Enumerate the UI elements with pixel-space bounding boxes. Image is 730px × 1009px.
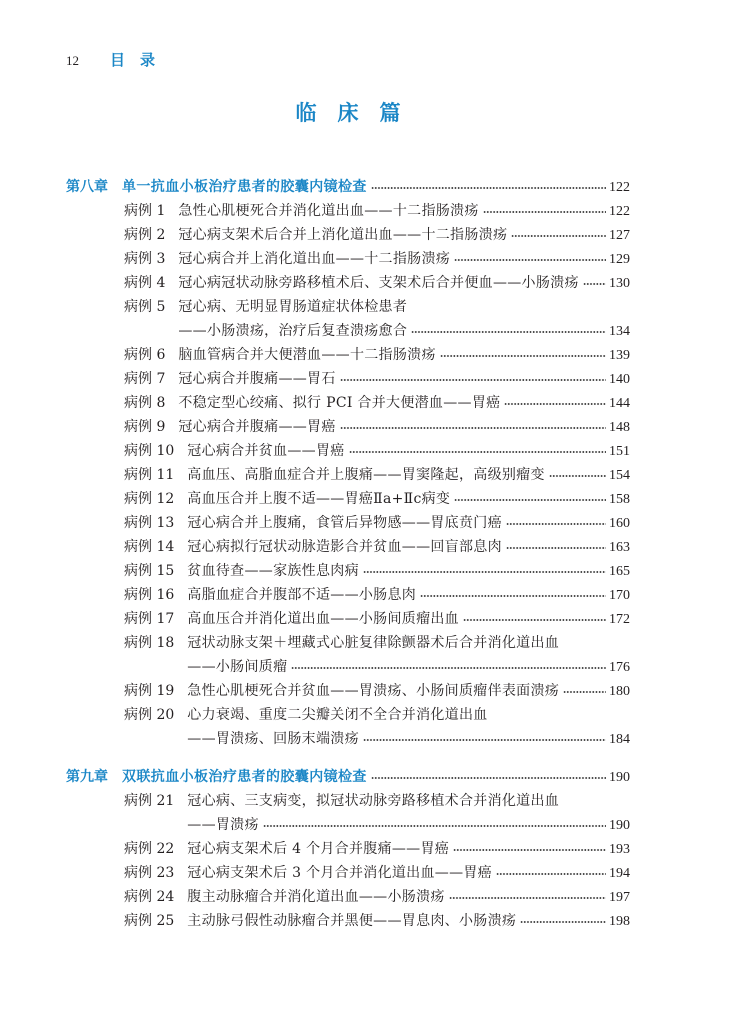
case-entry — [66, 583, 630, 607]
dot-leader — [420, 595, 606, 597]
case-entry — [66, 511, 630, 535]
case-title-lines — [187, 679, 630, 703]
case-entry — [66, 439, 630, 463]
dot-leader — [463, 619, 606, 621]
dot-leader — [504, 403, 606, 405]
case-title-lines — [187, 789, 630, 837]
case-title-text: 高脂血症合并腹部不适——小肠息肉 — [187, 587, 417, 603]
case-title-line — [178, 247, 630, 271]
case-title-text: 冠心病支架术后 3 个月合并消化道出血——胃癌 — [187, 865, 492, 881]
page-number: 122 — [609, 204, 630, 219]
case-title-lines — [187, 559, 630, 583]
page-number: 148 — [609, 420, 630, 435]
case-title-line — [178, 223, 630, 247]
page-number: 165 — [609, 564, 630, 579]
case-number: 病例 22 — [124, 841, 175, 857]
dot-leader — [483, 211, 606, 213]
case-entry — [66, 789, 630, 837]
running-header — [66, 50, 155, 70]
dot-leader — [449, 897, 606, 899]
case-number: 病例 9 — [124, 419, 166, 435]
chapter-entry — [66, 175, 630, 199]
case-number: 病例 12 — [124, 491, 175, 507]
case-number: 病例 21 — [124, 793, 175, 809]
case-number: 病例 6 — [124, 347, 166, 363]
dot-leader — [371, 777, 606, 779]
case-title-lines — [187, 463, 630, 487]
page-number: 160 — [609, 516, 630, 531]
case-title-lines — [178, 367, 630, 391]
case-title-text: ——胃溃疡 — [187, 817, 259, 833]
part-title: 临 床 篇 — [295, 101, 401, 125]
case-title-line — [178, 295, 630, 319]
case-title-lines — [178, 415, 630, 439]
case-entry — [66, 295, 630, 343]
case-title-text: 高血压合并上腹不适——胃癌Ⅱa+Ⅱc病变 — [187, 491, 451, 507]
case-title-text: 冠心病支架术后合并上消化道出血——十二指肠溃疡 — [178, 227, 508, 243]
case-number: 病例 2 — [124, 227, 166, 243]
page-number: 197 — [609, 890, 630, 905]
case-entry — [66, 343, 630, 367]
case-entry — [66, 607, 630, 631]
case-number: 病例 24 — [124, 889, 175, 905]
case-title-lines — [187, 837, 630, 861]
case-title-text: 冠心病支架术后 4 个月合并腹痛——胃癌 — [187, 841, 450, 857]
chapter-number: 第八章 — [66, 179, 108, 195]
case-number: 病例 15 — [124, 563, 175, 579]
case-entry — [66, 861, 630, 885]
dot-leader — [363, 571, 606, 573]
dot-leader — [440, 355, 606, 357]
case-entry — [66, 679, 630, 703]
case-title-line — [178, 391, 630, 415]
page-number: 130 — [609, 276, 630, 291]
page-number: 180 — [609, 684, 630, 699]
case-number: 病例 11 — [124, 467, 175, 483]
dot-leader — [454, 499, 606, 501]
dot-leader — [349, 451, 606, 453]
case-title-lines — [178, 247, 630, 271]
dot-leader — [340, 427, 606, 429]
case-entry — [66, 559, 630, 583]
case-title-text: 冠心病合并上消化道出血——十二指肠溃疡 — [178, 251, 451, 267]
case-title-line — [187, 909, 630, 933]
case-title-text: 高血压合并消化道出血——小肠间质瘤出血 — [187, 611, 459, 627]
chapter-section — [66, 175, 630, 751]
case-number: 病例 16 — [124, 587, 175, 603]
case-entry — [66, 367, 630, 391]
dot-leader — [506, 547, 606, 549]
case-title-text: 冠心病合并腹痛——胃石 — [178, 371, 336, 387]
case-title-line — [178, 343, 630, 367]
case-title-lines — [178, 391, 630, 415]
case-title-line — [178, 319, 630, 343]
case-title-line — [187, 861, 630, 885]
chapter-number: 第九章 — [66, 769, 108, 785]
chapter-title: 单一抗血小板治疗患者的胶囊内镜检查 — [122, 179, 367, 195]
case-title-line — [178, 415, 630, 439]
case-number: 病例 17 — [124, 611, 175, 627]
case-title-line — [187, 885, 630, 909]
case-title-line — [187, 463, 630, 487]
case-title-line — [187, 511, 630, 535]
case-number: 病例 4 — [124, 275, 166, 291]
case-number: 病例 25 — [124, 913, 175, 929]
page-number: 151 — [609, 444, 630, 459]
case-title-text: 冠心病冠状动脉旁路移植术后、支架术后合并便血——小肠溃疡 — [178, 275, 579, 291]
case-title-text: 贫血待查——家族性息肉病 — [187, 563, 359, 579]
page-number: 140 — [609, 372, 630, 387]
case-title-line — [187, 837, 630, 861]
case-title-line — [187, 631, 630, 655]
case-title-lines — [178, 295, 630, 343]
case-title-line — [187, 813, 630, 837]
case-title-lines — [178, 199, 630, 223]
case-number: 病例 20 — [124, 707, 175, 723]
case-title-lines — [178, 343, 630, 367]
chapter-entry — [66, 765, 630, 789]
case-number: 病例 10 — [124, 443, 175, 459]
case-entry — [66, 703, 630, 751]
case-title-text: 冠心病合并贫血——胃癌 — [187, 443, 345, 459]
case-entry — [66, 631, 630, 679]
page-number: 176 — [609, 660, 630, 675]
page-number: 172 — [609, 612, 630, 627]
case-title-line — [178, 271, 630, 295]
dot-leader — [263, 825, 606, 827]
case-title-text: ——小肠溃疡，治疗后复查溃疡愈合 — [178, 323, 408, 339]
case-title-text: ——胃溃疡、回肠末端溃疡 — [187, 731, 359, 747]
page-number: 158 — [609, 492, 630, 507]
case-entry — [66, 885, 630, 909]
case-entry — [66, 463, 630, 487]
case-title-text: 不稳定型心绞痛、拟行 PCI 合并大便潜血——胃癌 — [178, 395, 501, 411]
case-title-line — [187, 789, 630, 813]
case-entry — [66, 391, 630, 415]
case-number: 病例 3 — [124, 251, 166, 267]
case-title-lines — [187, 861, 630, 885]
page-number: 193 — [609, 842, 630, 857]
dot-leader — [453, 849, 606, 851]
case-entry — [66, 837, 630, 861]
case-title-lines — [187, 607, 630, 631]
case-number: 病例 18 — [124, 635, 175, 651]
dot-leader — [549, 475, 606, 477]
case-number: 病例 8 — [124, 395, 166, 411]
chapter-title: 双联抗血小板治疗患者的胶囊内镜检查 — [122, 769, 367, 785]
page-number: 134 — [609, 324, 630, 339]
case-title-lines — [178, 271, 630, 295]
case-title-lines — [187, 631, 630, 679]
case-number: 病例 14 — [124, 539, 175, 555]
case-title-line — [178, 199, 630, 223]
case-title-text: 急性心肌梗死合并消化道出血——十二指肠溃疡 — [178, 203, 479, 219]
page-number: 127 — [609, 228, 630, 243]
case-number: 病例 23 — [124, 865, 175, 881]
case-title-text: 心力衰竭、重度二尖瓣关闭不全合并消化道出血 — [187, 707, 488, 723]
case-title-lines — [187, 583, 630, 607]
case-title-text: 冠心病、无明显胃肠道症状体检患者 — [178, 299, 408, 315]
case-title-line — [187, 535, 630, 559]
case-number: 病例 19 — [124, 683, 175, 699]
case-number: 病例 13 — [124, 515, 175, 531]
case-entry — [66, 487, 630, 511]
case-title-lines — [187, 487, 630, 511]
table-of-contents — [66, 175, 630, 933]
dot-leader — [511, 235, 606, 237]
case-title-lines — [187, 535, 630, 559]
page-number: 139 — [609, 348, 630, 363]
dot-leader — [291, 667, 606, 669]
case-title-line — [187, 487, 630, 511]
case-title-text: 冠心病合并上腹痛，食管后异物感——胃底贲门癌 — [187, 515, 502, 531]
case-title-text: ——小肠间质瘤 — [187, 659, 288, 675]
page-number: 129 — [609, 252, 630, 267]
case-title-line — [187, 439, 630, 463]
page-number: 190 — [609, 770, 630, 785]
case-entry — [66, 415, 630, 439]
case-number: 病例 1 — [124, 203, 166, 219]
dot-leader — [496, 873, 606, 875]
case-title-text: 冠状动脉支架＋埋藏式心脏复律除颤器术后合并消化道出血 — [187, 635, 560, 651]
page-number: 184 — [609, 732, 630, 747]
case-title-lines — [187, 885, 630, 909]
case-entry — [66, 223, 630, 247]
header-section-title: 目 录 — [110, 51, 156, 69]
case-entry — [66, 909, 630, 933]
case-entry — [66, 535, 630, 559]
dot-leader — [506, 523, 606, 525]
case-entry — [66, 247, 630, 271]
chapter-section — [66, 765, 630, 933]
case-title-text: 急性心肌梗死合并贫血——胃溃疡、小肠间质瘤伴表面溃疡 — [187, 683, 560, 699]
page-number: 190 — [609, 818, 630, 833]
case-entry — [66, 199, 630, 223]
case-title-text: 主动脉弓假性动脉瘤合并黑便——胃息肉、小肠溃疡 — [187, 913, 517, 929]
case-title-line — [178, 367, 630, 391]
page-number: 198 — [609, 914, 630, 929]
dot-leader — [340, 379, 606, 381]
page-number: 154 — [609, 468, 630, 483]
case-title-line — [187, 727, 630, 751]
case-title-lines — [187, 511, 630, 535]
case-number: 病例 7 — [124, 371, 166, 387]
dot-leader — [454, 259, 606, 261]
page-number: 144 — [609, 396, 630, 411]
case-title-text: 冠心病合并腹痛——胃癌 — [178, 419, 336, 435]
case-title-line — [187, 655, 630, 679]
case-title-lines — [178, 223, 630, 247]
page-number: 122 — [609, 180, 630, 195]
case-title-line — [187, 607, 630, 631]
case-title-lines — [187, 439, 630, 463]
case-entry — [66, 271, 630, 295]
page-number: 194 — [609, 866, 630, 881]
case-title-line — [187, 559, 630, 583]
case-title-lines — [187, 703, 630, 751]
case-title-lines — [187, 909, 630, 933]
dot-leader — [583, 283, 606, 285]
case-title-text: 冠心病、三支病变，拟冠状动脉旁路移植术合并消化道出血 — [187, 793, 560, 809]
dot-leader — [371, 187, 606, 189]
case-title-text: 脑血管病合并大便潜血——十二指肠溃疡 — [178, 347, 436, 363]
case-title-line — [187, 703, 630, 727]
case-title-text: 高血压、高脂血症合并上腹痛——胃窦隆起，高级别瘤变 — [187, 467, 545, 483]
header-page-number: 12 — [66, 53, 79, 68]
case-title-text: 腹主动脉瘤合并消化道出血——小肠溃疡 — [187, 889, 445, 905]
page-number: 163 — [609, 540, 630, 555]
case-number: 病例 5 — [124, 299, 166, 315]
dot-leader — [520, 921, 606, 923]
case-title-text: 冠心病拟行冠状动脉造影合并贫血——回盲部息肉 — [187, 539, 502, 555]
dot-leader — [411, 331, 606, 333]
case-title-line — [187, 679, 630, 703]
page-number: 170 — [609, 588, 630, 603]
case-title-line — [187, 583, 630, 607]
dot-leader — [563, 691, 606, 693]
dot-leader — [363, 739, 606, 741]
